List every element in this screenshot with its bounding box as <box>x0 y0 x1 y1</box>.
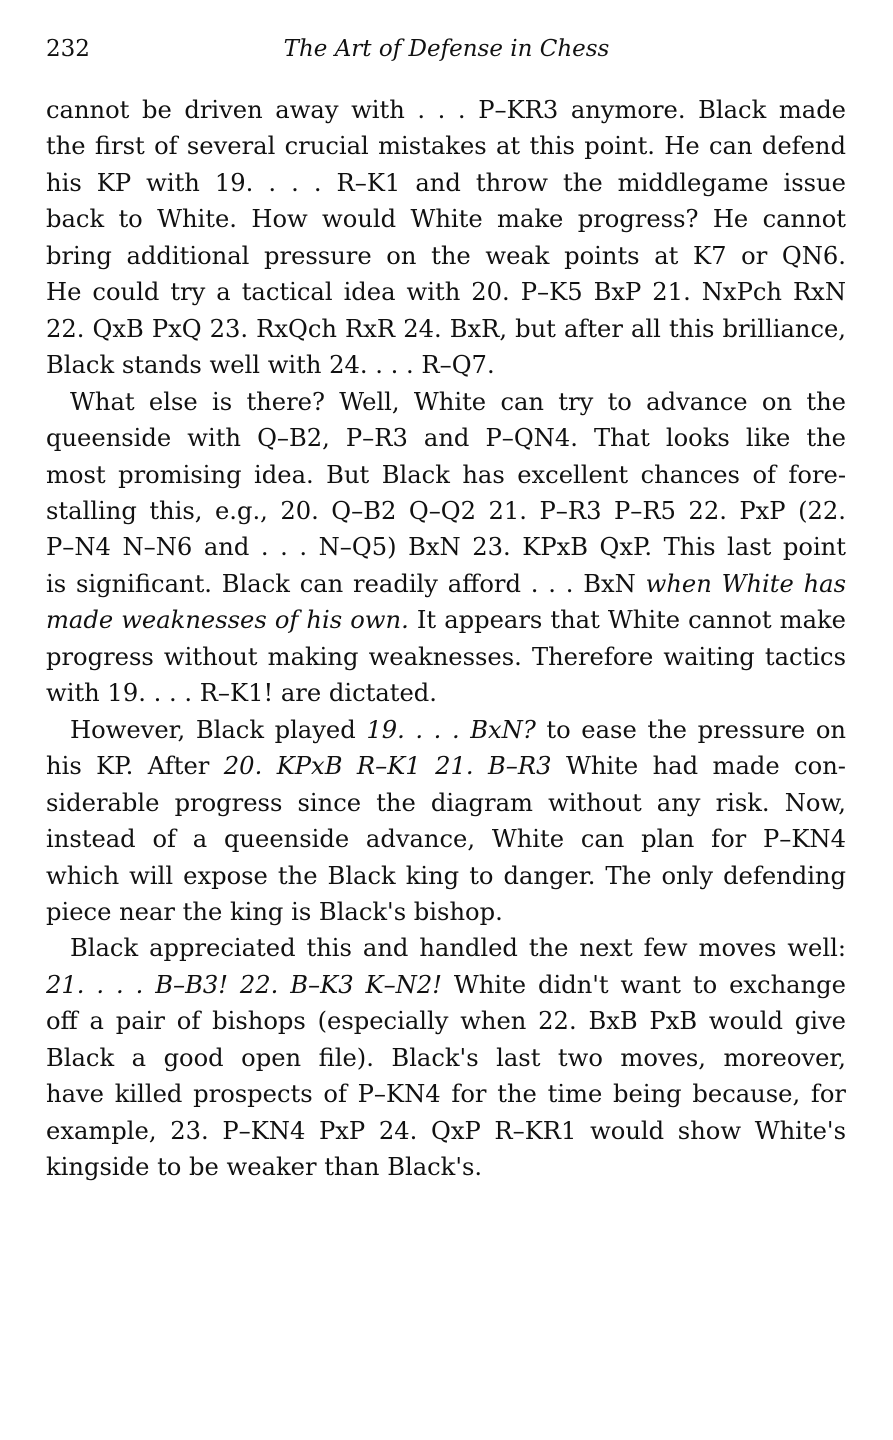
paragraph-3 <box>46 712 846 931</box>
text-run: is significant. Black can readily afford . . . BxN <box>46 569 636 598</box>
text-run: It appears that White cannot make <box>416 606 846 635</box>
italic-run: 19. . . . BxN? <box>366 715 536 744</box>
text-line: back to White. How would White make progress? He cannot <box>46 205 846 234</box>
text-run: to ease the pressure on <box>546 715 846 744</box>
text-line: which will expose the Black king to danger. The only defending <box>46 861 846 890</box>
text-line: piece near the king is Black's bishop. <box>46 897 503 926</box>
text-line: Black appreciated this and handled the next few moves well: <box>70 934 846 963</box>
italic-run: 20. KPxB R–K1 21. B–R3 <box>223 752 552 781</box>
text-run: However, Black played <box>70 715 356 744</box>
paragraph-1 <box>46 92 846 384</box>
text-line: He could try a tactical idea with 20. P–K5 BxP 21. NxPch RxN <box>46 278 846 307</box>
text-line: P–N4 N–N6 and . . . N–Q5) BxN 23. KPxB QxP. This last point <box>46 533 846 562</box>
paragraph-2 <box>46 384 846 712</box>
text-line: What else is there? Well, White can try to advance on the <box>70 387 846 416</box>
text-line-mixed <box>46 602 846 638</box>
text-line: stalling this, e.g., 20. Q–B2 Q–Q2 21. P–R3 P–R5 22. PxP (22. <box>46 496 846 525</box>
page-header <box>46 34 847 64</box>
italic-run: when White has <box>645 569 846 598</box>
text-run: White had made con- <box>565 752 846 781</box>
text-line: siderable progress since the diagram without any risk. Now, <box>46 788 846 817</box>
paragraph-4 <box>46 930 846 1185</box>
text-run: White didn't want to exchange <box>453 970 846 999</box>
text-line: 22. QxB PxQ 23. RxQch RxR 24. BxR, but after all this brilliance, <box>46 314 846 343</box>
text-line: kingside to be weaker than Black's. <box>46 1153 483 1182</box>
text-line-mixed <box>46 967 846 1003</box>
text-line: instead of a queenside advance, White can plan for P–KN4 <box>46 825 846 854</box>
text-line-mixed <box>46 712 846 748</box>
text-line: have killed prospects of P–KN4 for the time being because, for <box>46 1080 846 1109</box>
text-run: his KP. After <box>46 752 210 781</box>
running-title: The Art of Defense in Chess <box>283 36 610 62</box>
text-line: example, 23. P–KN4 PxP 24. QxP R–KR1 would show White's <box>46 1116 846 1145</box>
text-line: Black stands well with 24. . . . R–Q7. <box>46 351 495 380</box>
text-line-mixed <box>46 566 846 602</box>
text-line: Black a good open file). Black's last two moves, moreover, <box>46 1043 846 1072</box>
italic-run: made weaknesses of his own. <box>46 606 409 635</box>
text-line: the first of several crucial mistakes at this point. He can defend <box>46 132 846 161</box>
body-text <box>46 92 846 1186</box>
italic-run: 21. . . . B–B3! 22. B–K3 K–N2! <box>46 970 442 999</box>
text-line: with 19. . . . R–K1! are dictated. <box>46 679 437 708</box>
text-line: queenside with Q–B2, P–R3 and P–QN4. That looks like the <box>46 424 846 453</box>
text-line: off a pair of bishops (especially when 22. BxB PxB would give <box>46 1007 846 1036</box>
text-line: cannot be driven away with . . . P–KR3 anymore. Black made <box>46 96 846 124</box>
text-line: bring additional pressure on the weak points at K7 or QN6. <box>46 241 846 270</box>
text-line: progress without making weaknesses. Therefore waiting tactics <box>46 642 846 671</box>
text-line: his KP with 19. . . . R–K1 and throw the middlegame issue <box>46 168 846 197</box>
text-line: most promising idea. But Black has excellent chances of fore- <box>46 460 846 489</box>
page-number: 232 <box>46 36 90 62</box>
text-line-mixed <box>46 748 846 784</box>
